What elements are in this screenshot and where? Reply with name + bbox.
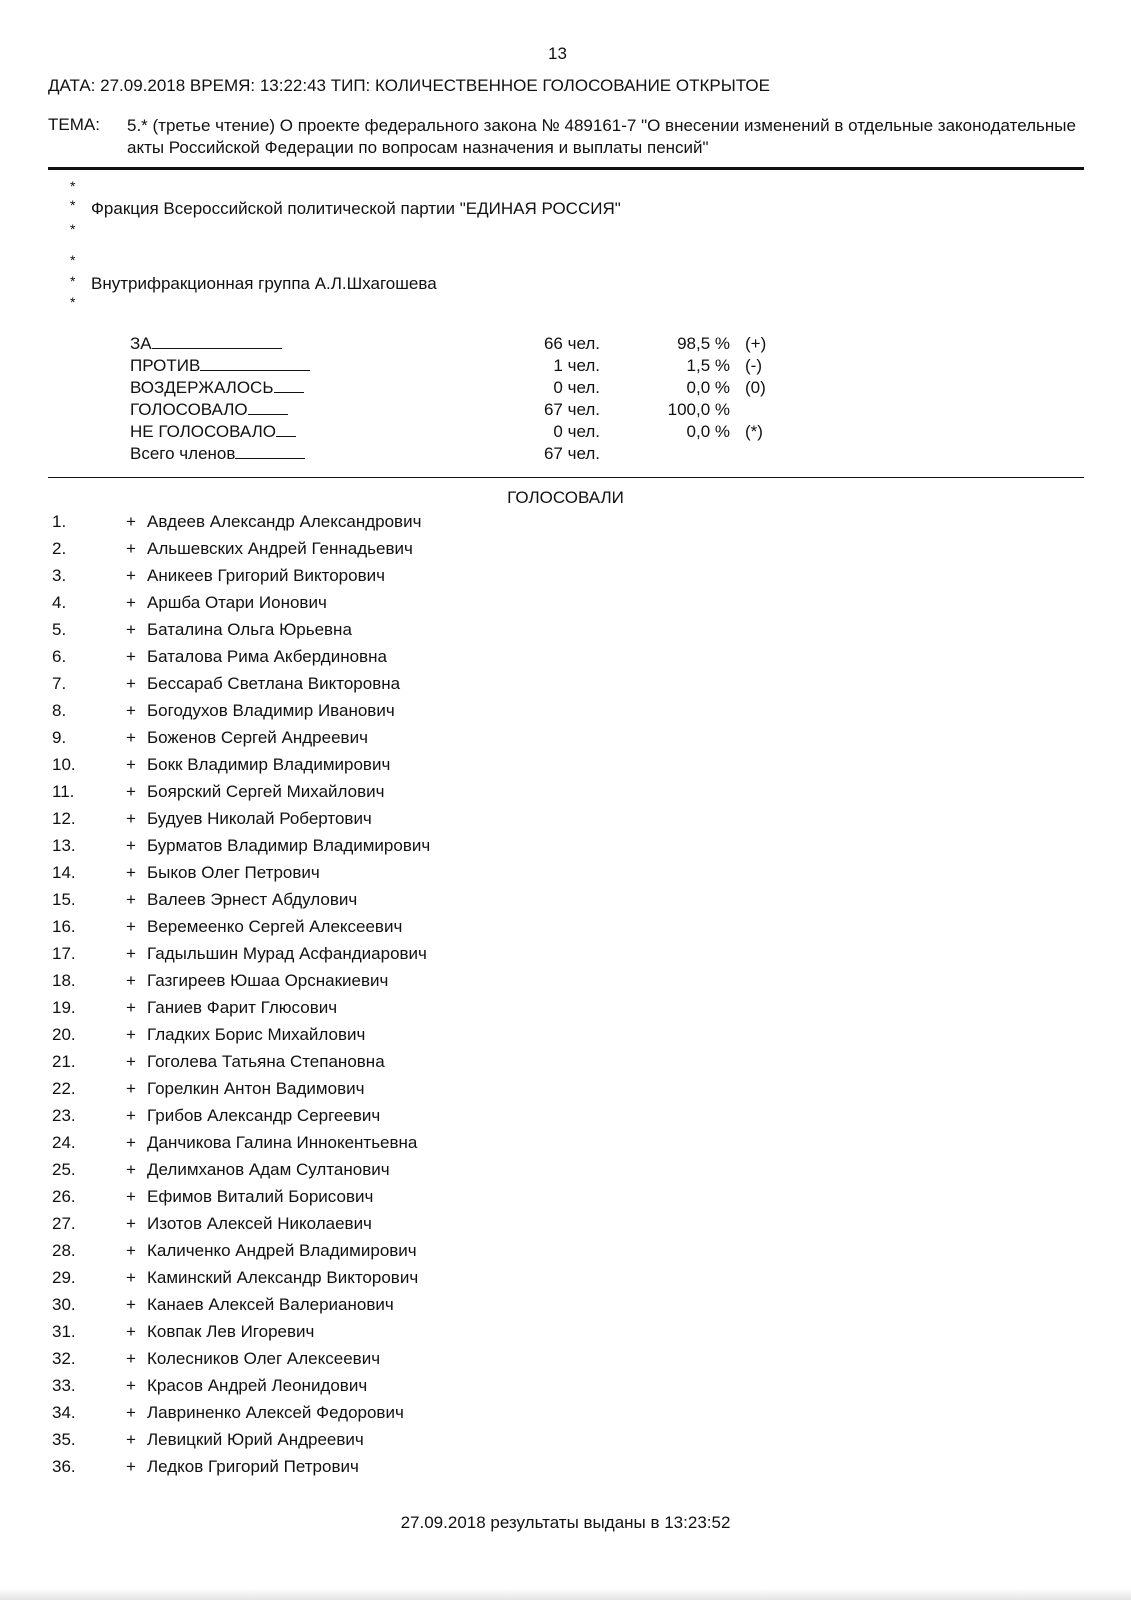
- vote-mark: +: [126, 1052, 136, 1071]
- voter-name: Аникеев Григорий Викторович: [147, 566, 385, 585]
- voter-name: Левицкий Юрий Андреевич: [147, 1430, 364, 1449]
- vote-mark: +: [126, 755, 136, 774]
- voter-number: 35.: [52, 1430, 76, 1449]
- voter-number: 34.: [52, 1403, 76, 1422]
- vote-mark: +: [126, 620, 136, 639]
- voter-name: Ефимов Виталий Борисович: [147, 1187, 374, 1206]
- voter-name: Лавриненко Алексей Федорович: [147, 1403, 404, 1422]
- voted-section-title: ГОЛОСОВАЛИ: [507, 488, 624, 507]
- vote-mark: +: [126, 863, 136, 882]
- voter-number: 7.: [52, 674, 67, 693]
- stat-label: [130, 334, 282, 354]
- vote-mark: +: [126, 1430, 136, 1449]
- vote-mark: +: [126, 1079, 136, 1098]
- voter-number: 24.: [52, 1133, 76, 1152]
- stat-label-text: ВОЗДЕРЖАЛОСЬ: [130, 378, 274, 397]
- stat-count: 0 чел.: [553, 422, 600, 441]
- stat-label: [130, 444, 305, 464]
- voter-number: 23.: [52, 1106, 76, 1125]
- voter-name: Альшевских Андрей Геннадьевич: [147, 539, 413, 558]
- stat-percent: 1,5 %: [686, 356, 730, 375]
- stat-underline: [248, 400, 288, 415]
- vote-mark: +: [126, 1457, 136, 1476]
- subgroup-name: Внутрифракционная группа А.Л.Шхагошева: [91, 274, 437, 293]
- vote-mark: +: [126, 1214, 136, 1233]
- stat-mark: (*): [745, 422, 763, 441]
- vote-mark: +: [126, 1403, 136, 1422]
- vote-mark: +: [126, 701, 136, 720]
- voter-name: Ледков Григорий Петрович: [147, 1457, 359, 1476]
- stat-mark: (0): [745, 378, 766, 397]
- stat-count: 67 чел.: [543, 400, 600, 419]
- vote-mark: +: [126, 1160, 136, 1179]
- voter-number: 12.: [52, 809, 76, 828]
- stat-mark: (-): [745, 356, 762, 375]
- stat-underline: [274, 378, 304, 393]
- voter-number: 4.: [52, 593, 67, 612]
- stat-label: [130, 400, 288, 420]
- voter-name: Данчикова Галина Иннокентьевна: [147, 1133, 418, 1152]
- stat-label: [130, 422, 296, 442]
- topic-text: 5.* (третье чтение) О проекте федерального закона № 489161-7 "О внесении изменений в отдельные законодательные акты Российской Федерации по вопросам назначения и выплаты пенсий": [127, 116, 1076, 157]
- voter-name: Аршба Отари Ионович: [147, 593, 327, 612]
- voter-name: Колесников Олег Алексеевич: [147, 1349, 381, 1368]
- voter-number: 14.: [52, 863, 76, 882]
- voter-number: 25.: [52, 1160, 76, 1179]
- voter-name: Баталова Рима Акбердиновна: [147, 647, 387, 666]
- voter-name: Бокк Владимир Владимирович: [147, 755, 391, 774]
- stat-percent: 0,0 %: [686, 378, 730, 397]
- vote-mark: +: [126, 512, 136, 531]
- vote-mark: +: [126, 971, 136, 990]
- scan-edge: [0, 1588, 1131, 1600]
- voter-number: 20.: [52, 1025, 76, 1044]
- star-marker: *: [70, 273, 76, 289]
- vote-mark: +: [126, 1241, 136, 1260]
- voter-name: Делимханов Адам Султанович: [147, 1160, 390, 1179]
- voter-name: Изотов Алексей Николаевич: [147, 1214, 372, 1233]
- voter-number: 26.: [52, 1187, 76, 1206]
- voter-number: 29.: [52, 1268, 76, 1287]
- vote-mark: +: [126, 1106, 136, 1125]
- vote-mark: +: [126, 944, 136, 963]
- vote-mark: +: [126, 1322, 136, 1341]
- voter-number: 15.: [52, 890, 76, 909]
- voter-number: 2.: [52, 539, 67, 558]
- stat-label: [130, 378, 304, 398]
- voter-name: Гадыльшин Мурад Асфандиарович: [147, 944, 427, 963]
- voter-name: Валеев Эрнест Абдулович: [147, 890, 358, 909]
- voter-name: Красов Андрей Леонидович: [147, 1376, 368, 1395]
- voter-name: Грибов Александр Сергеевич: [147, 1106, 381, 1125]
- voter-name: Горелкин Антон Вадимович: [147, 1079, 365, 1098]
- stat-label: [130, 356, 310, 376]
- stat-percent: 98,5 %: [677, 334, 730, 353]
- voter-number: 3.: [52, 566, 67, 585]
- stat-underline: [235, 444, 305, 459]
- voter-name: Каминский Александр Викторович: [147, 1268, 419, 1287]
- stat-label-text: Всего членов: [130, 444, 236, 463]
- vote-mark: +: [126, 1133, 136, 1152]
- voter-number: 33.: [52, 1376, 76, 1395]
- voter-number: 32.: [52, 1349, 76, 1368]
- vote-mark: +: [126, 1025, 136, 1044]
- stat-underline: [200, 356, 310, 371]
- star-marker: *: [70, 221, 76, 237]
- voter-number: 10.: [52, 755, 76, 774]
- stat-mark: (+): [745, 334, 767, 353]
- voter-number: 13.: [52, 836, 76, 855]
- voter-name: Канаев Алексей Валерианович: [147, 1295, 394, 1314]
- voter-number: 30.: [52, 1295, 76, 1314]
- star-marker: *: [70, 252, 76, 268]
- stat-count: 1 чел.: [553, 356, 600, 375]
- voter-number: 5.: [52, 620, 67, 639]
- vote-mark: +: [126, 566, 136, 585]
- vote-mark: +: [126, 809, 136, 828]
- voter-number: 27.: [52, 1214, 76, 1233]
- voter-name: Веремеенко Сергей Алексеевич: [147, 917, 403, 936]
- voter-name: Ганиев Фарит Глюсович: [147, 998, 338, 1017]
- vote-mark: +: [126, 1187, 136, 1206]
- voter-name: Газгиреев Юшаа Орснакиевич: [147, 971, 389, 990]
- stat-underline: [152, 334, 282, 349]
- voter-name: Баталина Ольга Юрьевна: [147, 620, 352, 639]
- star-marker: *: [70, 197, 76, 213]
- stat-percent: 0,0 %: [686, 422, 730, 441]
- stat-label-text: НЕ ГОЛОСОВАЛО: [130, 422, 276, 441]
- voter-number: 21.: [52, 1052, 76, 1071]
- vote-mark: +: [126, 539, 136, 558]
- stats-divider: [48, 477, 1084, 478]
- voter-number: 17.: [52, 944, 76, 963]
- vote-mark: +: [126, 917, 136, 936]
- voter-name: Бессараб Светлана Викторовна: [147, 674, 401, 693]
- voter-name: Боженов Сергей Андреевич: [147, 728, 368, 747]
- voter-number: 11.: [52, 782, 75, 801]
- stat-underline: [276, 422, 296, 437]
- voter-number: 19.: [52, 998, 76, 1017]
- vote-mark: +: [126, 728, 136, 747]
- stat-percent: 100,0 %: [667, 400, 730, 419]
- page-number: 13: [548, 44, 567, 63]
- voter-name: Гладких Борис Михайлович: [147, 1025, 366, 1044]
- header-divider: [48, 167, 1084, 170]
- voter-name: Каличенко Андрей Владимирович: [147, 1241, 417, 1260]
- faction-name: Фракция Всероссийской политической партии "ЕДИНАЯ РОССИЯ": [91, 199, 621, 218]
- vote-mark: +: [126, 1376, 136, 1395]
- vote-mark: +: [126, 836, 136, 855]
- stat-label-text: ГОЛОСОВАЛО: [130, 400, 248, 419]
- stat-count: 67 чел.: [543, 444, 600, 463]
- voter-number: 9.: [52, 728, 67, 747]
- vote-mark: +: [126, 890, 136, 909]
- voter-name: Ковпак Лев Игоревич: [147, 1322, 315, 1341]
- voter-name: Будуев Николай Робертович: [147, 809, 372, 828]
- voter-number: 36.: [52, 1457, 76, 1476]
- vote-mark: +: [126, 1349, 136, 1368]
- voter-name: Бурматов Владимир Владимирович: [147, 836, 431, 855]
- vote-header: ДАТА: 27.09.2018 ВРЕМЯ: 13:22:43 ТИП: КОЛИЧЕСТВЕННОЕ ГОЛОСОВАНИЕ ОТКРЫТОЕ: [48, 76, 770, 95]
- voter-name: Быков Олег Петрович: [147, 863, 320, 882]
- vote-mark: +: [126, 593, 136, 612]
- voter-number: 1.: [52, 512, 67, 531]
- stat-count: 66 чел.: [543, 334, 600, 353]
- voter-name: Гоголева Татьяна Степановна: [147, 1052, 385, 1071]
- voter-number: 22.: [52, 1079, 76, 1098]
- star-marker: *: [70, 294, 76, 310]
- voter-number: 8.: [52, 701, 67, 720]
- results-footer: 27.09.2018 результаты выданы в 13:23:52: [400, 1513, 731, 1532]
- vote-mark: +: [126, 998, 136, 1017]
- stat-count: 0 чел.: [553, 378, 600, 397]
- vote-mark: +: [126, 674, 136, 693]
- voter-number: 18.: [52, 971, 76, 990]
- voter-name: Боярский Сергей Михайлович: [147, 782, 385, 801]
- stat-label-text: ЗА: [130, 334, 152, 353]
- vote-mark: +: [126, 782, 136, 801]
- vote-mark: +: [126, 1295, 136, 1314]
- star-marker: *: [70, 178, 76, 194]
- topic-label: ТЕМА:: [48, 115, 100, 134]
- voter-name: Богодухов Владимир Иванович: [147, 701, 395, 720]
- voter-number: 31.: [52, 1322, 76, 1341]
- vote-mark: +: [126, 647, 136, 666]
- voter-name: Авдеев Александр Александрович: [147, 512, 422, 531]
- voter-number: 6.: [52, 647, 67, 666]
- voter-number: 16.: [52, 917, 76, 936]
- stat-label-text: ПРОТИВ: [130, 356, 201, 375]
- vote-mark: +: [126, 1268, 136, 1287]
- voter-number: 28.: [52, 1241, 76, 1260]
